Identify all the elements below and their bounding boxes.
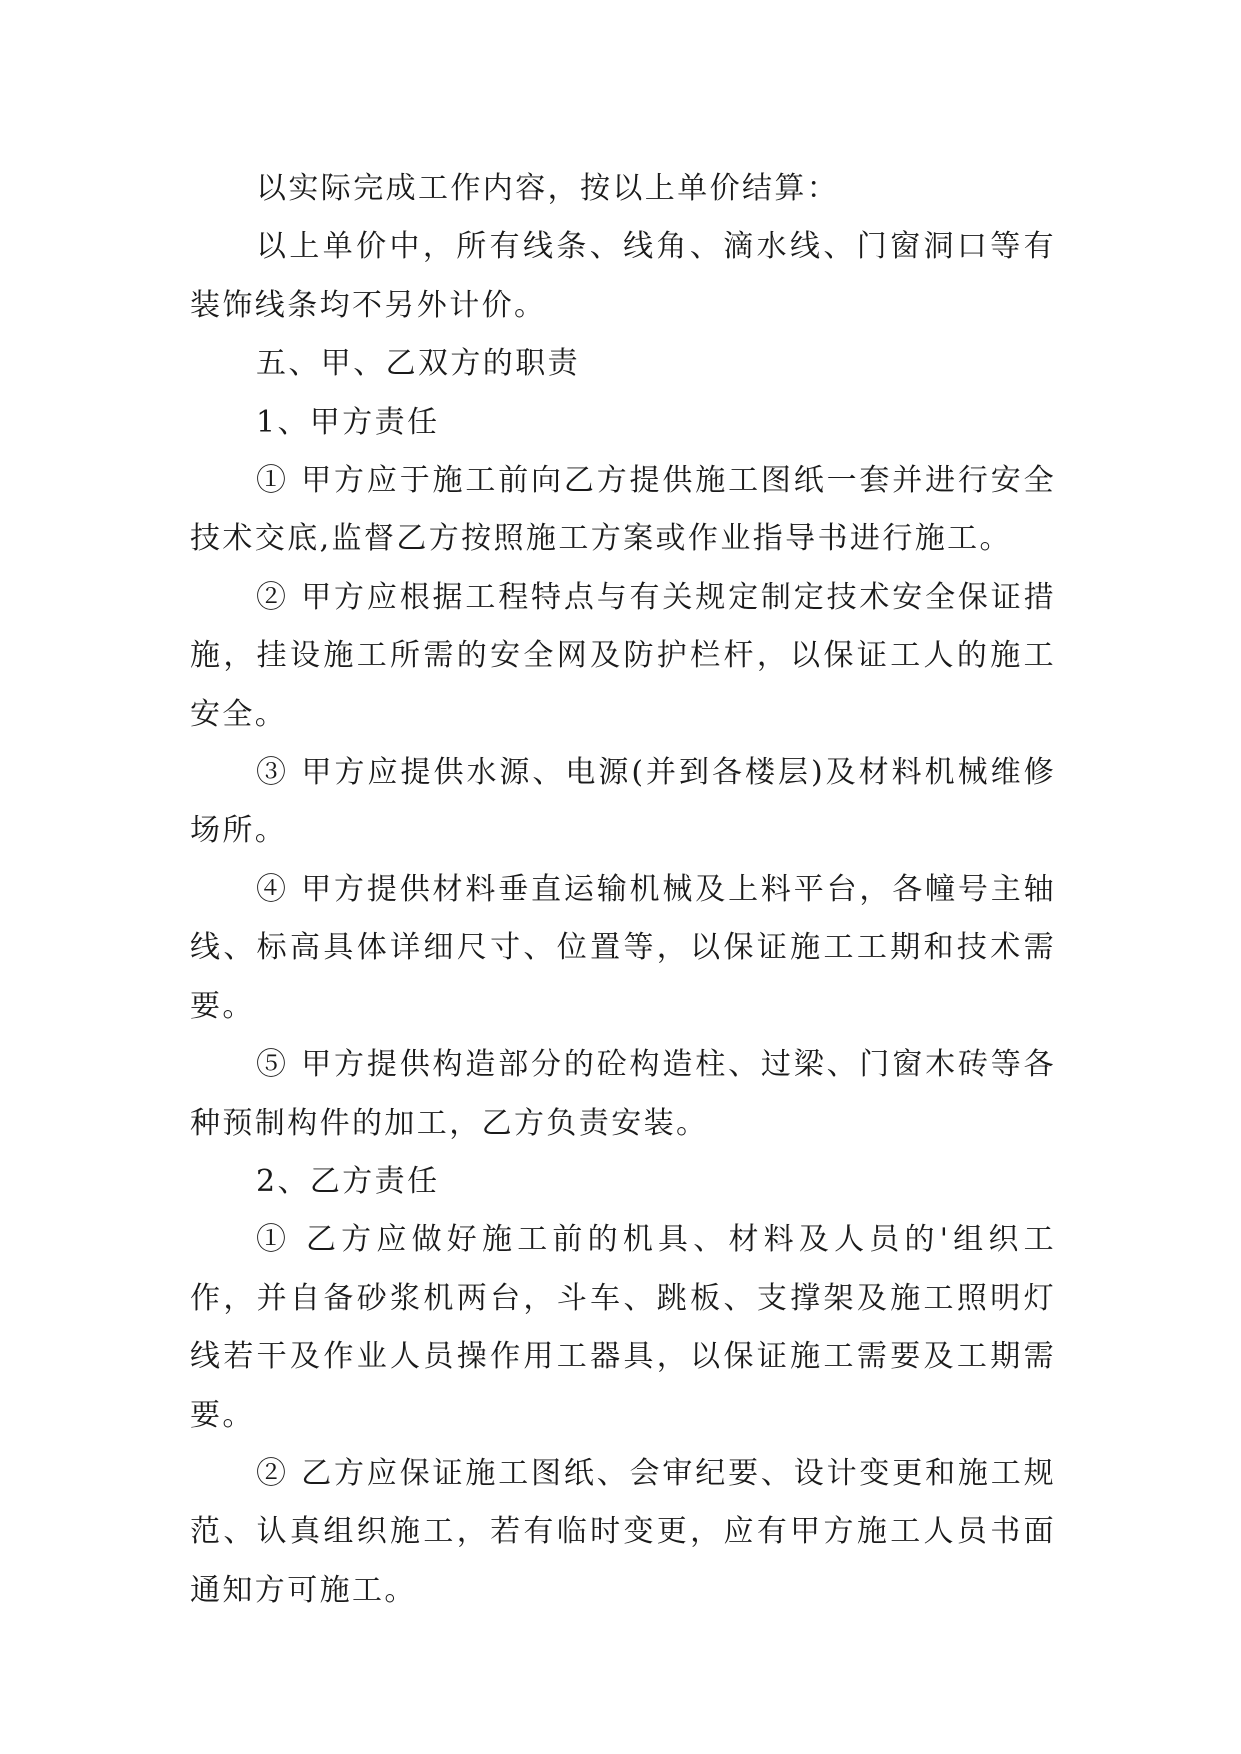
subheading-party-b: 2、乙方责任 <box>256 1163 440 1199</box>
paragraph-unit-price-note: 以上单价中，所有线条、线角、滴水线、门窗洞口等有装饰线条均不另外计价。 <box>190 229 1056 323</box>
document-body <box>190 160 1056 1620</box>
party-a-item-3: ③ 甲方应提供水源、电源(并到各楼层)及材料机械维修场所。 <box>190 755 1056 849</box>
party-b-item-1: ① 乙方应做好施工前的机具、材料及人员的'组织工作，并自备砂浆机两台，斗车、跳板、支撑架及施工照明灯线若干及作业人员操作用工器具，以保证施工需要及工期需要。 <box>190 1222 1056 1433</box>
party-b-item-2: ② 乙方应保证施工图纸、会审纪要、设计变更和施工规范、认真组织施工，若有临时变更，应有甲方施工人员书面通知方可施工。 <box>190 1455 1056 1608</box>
paragraph-settlement: 以实际完成工作内容，按以上单价结算： <box>256 171 840 206</box>
section-heading-duties: 五、甲、乙双方的职责 <box>256 346 580 382</box>
subheading-party-a: 1、甲方责任 <box>256 404 440 440</box>
party-a-item-1: ① 甲方应于施工前向乙方提供施工图纸一套并进行安全技术交底,监督乙方按照施工方案或作业指导书进行施工。 <box>190 463 1056 557</box>
party-a-item-4: ④ 甲方提供材料垂直运输机械及上料平台，各幢号主轴线、标高具体详细尺寸、位置等，以保证施工工期和技术需要。 <box>190 871 1056 1024</box>
party-a-item-2: ② 甲方应根据工程特点与有关规定制定技术安全保证措施，挂设施工所需的安全网及防护栏杆，以保证工人的施工安全。 <box>190 579 1056 732</box>
party-a-item-5: ⑤ 甲方提供构造部分的砼构造柱、过梁、门窗木砖等各种预制构件的加工，乙方负责安装。 <box>190 1047 1056 1141</box>
